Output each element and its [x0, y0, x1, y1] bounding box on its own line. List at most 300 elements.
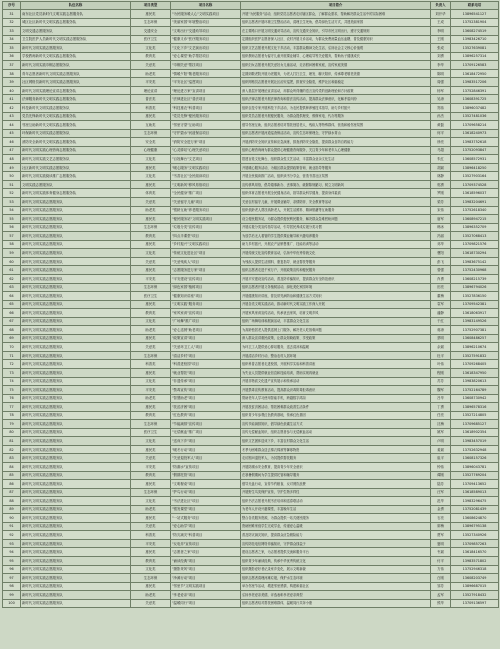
- cell-no: 82: [3, 445, 21, 454]
- table-row: [3, 206, 499, 215]
- table-row: [3, 69, 499, 78]
- cell-project: "党员先锋"便民服务项目: [171, 112, 241, 121]
- cell-leader: 潘静: [431, 309, 451, 318]
- cell-team: 新时代文明实践志愿服务队: [21, 411, 131, 420]
- cell-no: 90: [3, 514, 21, 523]
- cell-no: 35: [3, 44, 21, 53]
- table-row: [3, 582, 499, 591]
- cell-leader: 吕华: [431, 394, 451, 403]
- cell-intro: 开展家风家训宣传活动，传承优良家风，培育文明乡风: [241, 309, 431, 318]
- cell-phone: 13896043781: [451, 462, 499, 471]
- cell-intro: 帮助老年人学习使用智能手机，跨越数字鸿沟: [241, 394, 431, 403]
- cell-leader: 叶伟: [431, 360, 451, 369]
- cell-phone: 13618347950: [451, 368, 499, 377]
- cell-project: "志愿服务进万家"项目: [171, 266, 241, 275]
- cell-no: 73: [3, 368, 21, 377]
- table-row: [3, 78, 499, 87]
- cell-team: 新时代文明实践志愿服务队: [21, 514, 131, 523]
- cell-no: 92: [3, 531, 21, 540]
- cell-type: 惠民类: [131, 334, 171, 343]
- cell-leader: 马超: [431, 146, 451, 155]
- cell-intro: 组织青少年参观红色教育基地，传承红色基因: [241, 411, 431, 420]
- cell-team: 新时代文明实践志愿服务队: [21, 292, 131, 301]
- cell-project: "净滩行动"项目: [171, 574, 241, 583]
- cell-leader: 崔平: [431, 454, 451, 463]
- cell-project: "红色教育"项目: [171, 411, 241, 420]
- cell-team: 新时代文明实践志愿服务队: [21, 240, 131, 249]
- cell-type: 惠民类: [131, 215, 171, 224]
- cell-phone: 13608947215: [451, 215, 499, 224]
- cell-leader: 袁军: [431, 300, 451, 309]
- cell-project: "暖冬行动"项目: [171, 445, 241, 454]
- cell-no: 37: [3, 61, 21, 70]
- table-row: [3, 266, 499, 275]
- cell-team: 新时代文明实践志愿服务队: [21, 497, 131, 506]
- cell-no: 81: [3, 437, 21, 446]
- cell-leader: 孟军: [431, 591, 451, 600]
- cell-project: "平安建设"宣传项目: [171, 274, 241, 283]
- table-row: [3, 351, 499, 360]
- cell-phone: 13608157326: [451, 454, 499, 463]
- cell-project: "全民健身"推广项目: [171, 189, 241, 198]
- cell-phone: 13618589013: [451, 488, 499, 497]
- cell-leader: 贾军: [431, 531, 451, 540]
- cell-team: 新时代文明实践志愿服务队: [21, 266, 131, 275]
- header-leader: 负责人: [431, 2, 451, 10]
- cell-intro: 设立便民服务站，为群众提供便民利民服务，解决群众急难愁盼问题: [241, 215, 431, 224]
- cell-team: 新时代文明实践志愿服务队: [21, 368, 131, 377]
- cell-phone: 13752081439: [451, 505, 499, 514]
- cell-project: "理论进万家"宣讲项目: [171, 86, 241, 95]
- cell-team: 党员先锋新时代文明实践志愿服务队: [21, 112, 131, 121]
- cell-project: "消防安全进万家"项目: [171, 138, 241, 147]
- cell-team: 新时代文明实践志愿服务队: [21, 223, 131, 232]
- cell-no: 53: [3, 198, 21, 207]
- cell-leader: 董梅: [431, 292, 451, 301]
- volunteer-team-table: [2, 1, 499, 608]
- cell-leader: 陈明: [431, 69, 451, 78]
- cell-leader: 蔡明: [431, 334, 451, 343]
- cell-type: 惠民类: [131, 368, 171, 377]
- cell-phone: 13527836150: [451, 292, 499, 301]
- cell-team: 新时代文明实践志愿服务队: [21, 582, 131, 591]
- header-no: 序号: [3, 2, 21, 10]
- cell-project: "银发课堂"项目: [171, 505, 241, 514]
- cell-phone: 13983675142: [451, 257, 499, 266]
- cell-project: "无偿献血"推广项目: [171, 428, 241, 437]
- cell-leader: 邓华: [431, 240, 451, 249]
- cell-leader: 杨军: [431, 86, 451, 95]
- cell-leader: 卢明: [431, 437, 451, 446]
- cell-team: 新时代文明实践志愿服务队: [21, 557, 131, 566]
- cell-type: 文化类: [131, 172, 171, 181]
- cell-project: "情暖夕阳"敬老服务项目: [171, 69, 241, 78]
- cell-type: 生态环保: [131, 283, 171, 292]
- cell-no: 77: [3, 403, 21, 412]
- cell-leader: 蒋涛: [431, 326, 451, 335]
- cell-no: 57: [3, 232, 21, 241]
- cell-type: 交通安全: [131, 27, 171, 36]
- cell-project: "传统文化进社区"项目: [171, 249, 241, 258]
- table-row: [3, 505, 499, 514]
- cell-team: 新时代文明实践志愿服务队: [21, 480, 131, 489]
- cell-leader: 王成: [431, 18, 451, 27]
- cell-project: "清洁乡村"项目: [171, 351, 241, 360]
- cell-project: "一站式服务"项目: [171, 514, 241, 523]
- cell-intro: 组织摄影爱好者记录家乡变化，展示文明新貌: [241, 565, 431, 574]
- table-row: [3, 334, 499, 343]
- cell-phone: 13608624870: [451, 514, 499, 523]
- cell-leader: 周强: [431, 78, 451, 87]
- cell-type: 医疗卫生: [131, 428, 171, 437]
- cell-team: 文明实践志愿服务队: [21, 180, 131, 189]
- cell-phone: 13983752618: [451, 138, 499, 147]
- table-row: [3, 480, 499, 489]
- cell-leader: 郭勇: [431, 180, 451, 189]
- cell-type: 惠民类: [131, 445, 171, 454]
- table-row: [3, 471, 499, 480]
- cell-no: 85: [3, 471, 21, 480]
- cell-no: 31: [3, 10, 21, 19]
- cell-no: 76: [3, 394, 21, 403]
- cell-intro: 普及防灾减灾知识，提高群众应急避险能力: [241, 531, 431, 540]
- cell-phone: 13527068413: [451, 232, 499, 241]
- cell-no: 99: [3, 591, 21, 600]
- cell-phone: 13896418250: [451, 163, 499, 172]
- cell-intro: 宣传防范电信网络诈骗知识，守护群众钱袋子: [241, 539, 431, 548]
- table-row: [3, 249, 499, 258]
- cell-team: 法律服务新时代文明实践志愿服务队: [21, 95, 131, 104]
- cell-leader: 田亮: [431, 283, 451, 292]
- cell-no: 79: [3, 420, 21, 429]
- cell-type: 文化类: [131, 155, 171, 164]
- cell-no: 97: [3, 574, 21, 583]
- cell-project: "文明出行"交通劝导项目: [171, 27, 241, 36]
- cell-type: 科普类: [131, 104, 171, 113]
- cell-phone: 13527591832: [451, 351, 499, 360]
- cell-phone: 13709136597: [451, 599, 499, 608]
- table-row: [3, 138, 499, 147]
- cell-project: "广场舞"推广项目: [171, 317, 241, 326]
- cell-leader: 林静: [431, 172, 451, 181]
- cell-no: 36: [3, 52, 21, 61]
- cell-project: "爱心课堂"助学帮扶项目: [171, 52, 241, 61]
- cell-no: 42: [3, 104, 21, 113]
- cell-no: 84: [3, 462, 21, 471]
- table-row: [3, 27, 499, 36]
- table-row: [3, 488, 499, 497]
- cell-project: "科普进校园"项目: [171, 360, 241, 369]
- cell-project: "心灵驿站"心理关爱项目: [171, 146, 241, 155]
- cell-project: "守护碧水"河道保洁项目: [171, 129, 241, 138]
- cell-project: "非遗传承"项目: [171, 377, 241, 386]
- cell-leader: 胡斌: [431, 163, 451, 172]
- cell-no: 95: [3, 557, 21, 566]
- cell-intro: 为失业人员提供就业信息和技能培训，帮助实现再就业: [241, 368, 431, 377]
- cell-no: 66: [3, 309, 21, 318]
- cell-team: 新时代文明实践志愿服务队: [21, 283, 131, 292]
- cell-project: "美丽家园"环境整治项目: [171, 18, 241, 27]
- cell-phone: 13752907381: [451, 326, 499, 335]
- cell-leader: 李华: [431, 61, 451, 70]
- cell-no: 91: [3, 522, 21, 531]
- cell-project: "文明餐桌"项目: [171, 480, 241, 489]
- cell-no: 58: [3, 240, 21, 249]
- cell-project: "家风家训"宣传项目: [171, 309, 241, 318]
- cell-type: 教育类: [131, 52, 171, 61]
- cell-phone: 13527481036: [451, 112, 499, 121]
- cell-intro: 组织妇女志愿者开展关爱妇女儿童活动，走访慰问困难家庭，宣传家庭美德: [241, 61, 431, 70]
- cell-intro: 搭建百姓文化舞台，组织群众性文艺活动，丰富群众业余文化生活: [241, 155, 431, 164]
- cell-leader: 廖梅: [431, 522, 451, 531]
- cell-type: 安全类: [131, 138, 171, 147]
- cell-project: "节能减排"宣传项目: [171, 420, 241, 429]
- cell-intro: 组织网格员志愿者开展社区治安巡逻，排查安全隐患，维护社区和谐稳定: [241, 78, 431, 87]
- cell-type: 生态环保: [131, 488, 171, 497]
- cell-intro: 为老年人开设兴趣课堂，丰富晚年生活: [241, 505, 431, 514]
- cell-team: 新时代文明实践志愿服务队: [21, 206, 131, 215]
- cell-type: 生态环保: [131, 129, 171, 138]
- cell-team: 文明交通志愿服务队: [21, 27, 131, 36]
- cell-no: 94: [3, 548, 21, 557]
- cell-project: "巾帼关爱"帮扶项目: [171, 61, 241, 70]
- cell-no: 39: [3, 78, 21, 87]
- cell-intro: 组织法律志愿者开展法律咨询和普法宣传活动，提高群众法律意识，化解矛盾纠纷: [241, 95, 431, 104]
- cell-type: 惠民类: [131, 582, 171, 591]
- table-row: [3, 86, 499, 95]
- cell-phone: 13618416570: [451, 548, 499, 557]
- table-row: [3, 61, 499, 70]
- cell-type: 关爱类: [131, 61, 171, 70]
- cell-team: 新时代文明实践志愿服务队: [21, 300, 131, 309]
- table-row: [3, 215, 499, 224]
- table-row: [3, 514, 499, 523]
- cell-leader: 金勇: [431, 505, 451, 514]
- table-row: [3, 300, 499, 309]
- table-row: [3, 35, 499, 44]
- cell-type: 平安类: [131, 78, 171, 87]
- cell-type: 文化类: [131, 565, 171, 574]
- cell-intro: 关爱农村留守儿童，开展课业辅导、亲情陪伴、安全教育等活动: [241, 198, 431, 207]
- cell-intro: 组织文艺志愿者开展文化下乡活动，丰富群众精神文化生活，弘扬社会主义核心价值观: [241, 44, 431, 53]
- table-row: [3, 232, 499, 241]
- table-row: [3, 531, 499, 540]
- cell-type: 医疗卫生: [131, 35, 171, 44]
- cell-leader: 黄磊: [431, 121, 451, 130]
- cell-leader: 方伟: [431, 565, 451, 574]
- cell-no: 72: [3, 360, 21, 369]
- cell-project: "关爱残疾人"项目: [171, 257, 241, 266]
- cell-intro: 开展垃圾分类宣传指导活动，引导居民养成垃圾分类习惯: [241, 223, 431, 232]
- cell-intro: 在寒暑假期间为学生提供托管和辅导服务: [241, 471, 431, 480]
- table-row: [3, 198, 499, 207]
- cell-project: "智慧助老"项目: [171, 394, 241, 403]
- cell-type: 互助类: [131, 121, 171, 130]
- cell-team: 新时代文明实践文艺志愿服务队: [21, 155, 131, 164]
- cell-leader: 姚军: [431, 428, 451, 437]
- cell-leader: 吴涛: [431, 95, 451, 104]
- cell-phone: 13608730942: [451, 394, 499, 403]
- cell-project: "邻里节"文明实践项目: [171, 582, 241, 591]
- cell-type: 关爱类: [131, 454, 171, 463]
- cell-team: 新时代文明实践志愿服务队: [21, 471, 131, 480]
- cell-project: "志愿者之家"项目: [171, 548, 241, 557]
- cell-intro: 组织广场舞培训和展演活动，丰富群众文化生活: [241, 317, 431, 326]
- cell-no: 55: [3, 215, 21, 224]
- cell-no: 61: [3, 266, 21, 275]
- cell-intro: 组织志愿者清理河滩垃圾，保护水生态环境: [241, 574, 431, 583]
- cell-no: 46: [3, 138, 21, 147]
- table-row: [3, 112, 499, 121]
- cell-intro: 组织志愿者开展义务植树活动，绿化美化家园环境: [241, 283, 431, 292]
- table-row: [3, 274, 499, 283]
- cell-intro: 走访慰问退役军人，为其提供帮扶服务: [241, 454, 431, 463]
- cell-phone: 13618902354: [451, 428, 499, 437]
- cell-team: 新时代文明实践志愿服务队: [21, 386, 131, 395]
- cell-type: 理论宣讲: [131, 86, 171, 95]
- cell-type: 医疗卫生: [131, 292, 171, 301]
- cell-leader: 魏军: [431, 386, 451, 395]
- table-row: [3, 437, 499, 446]
- cell-type: 惠民类: [131, 403, 171, 412]
- header-type: 项目类型: [131, 2, 171, 10]
- cell-type: 生态环保: [131, 574, 171, 583]
- cell-intro: 组织科普志愿者走进校园，开展科学实验和科普讲座: [241, 360, 431, 369]
- cell-intro: 为环卫工人提供爱心驿站服务，送去清凉和温暖: [241, 343, 431, 352]
- cell-intro: 组织党员志愿者开展便民服务，为群众提供理发、维修家电、代办等服务: [241, 112, 431, 121]
- cell-project: "书法进社区"项目: [171, 497, 241, 506]
- cell-project: "爱心送餐"助老项目: [171, 326, 241, 335]
- cell-intro: 组织青少年诵读经典，传承中华优秀传统文化: [241, 557, 431, 566]
- table-row: [3, 155, 499, 164]
- cell-phone: 13527918432: [451, 591, 499, 600]
- cell-phone: 13983296475: [451, 497, 499, 506]
- cell-phone: 13608486257: [451, 334, 499, 343]
- table-row: [3, 52, 499, 61]
- cell-no: 96: [3, 565, 21, 574]
- cell-project: "防溺水"宣传项目: [171, 462, 241, 471]
- cell-phone: 13709126583: [451, 61, 499, 70]
- cell-phone: 13896210674: [451, 343, 499, 352]
- cell-intro: 宣传节能减排知识，倡导绿色低碳生活方式: [241, 420, 431, 429]
- table-row: [3, 44, 499, 53]
- cell-no: 83: [3, 454, 21, 463]
- cell-team: 新时代文明实践志愿服务队: [21, 394, 131, 403]
- cell-type: 关爱类: [131, 257, 171, 266]
- cell-no: 80: [3, 428, 21, 437]
- cell-no: 71: [3, 351, 21, 360]
- cell-team: 新时代文明实践志愿服务队: [21, 44, 131, 53]
- cell-no: 38: [3, 69, 21, 78]
- cell-phone: 13618596037: [451, 189, 499, 198]
- table-row: [3, 326, 499, 335]
- cell-team: 新时代文明实践体育健身志愿服务队: [21, 189, 131, 198]
- cell-type: 平安类: [131, 462, 171, 471]
- cell-team: 新时代文明实践志愿服务队: [21, 428, 131, 437]
- cell-leader: 肖勇: [431, 274, 451, 283]
- cell-no: 98: [3, 582, 21, 591]
- cell-no: 93: [3, 539, 21, 548]
- table-row: [3, 163, 499, 172]
- cell-phone: 13709857263: [451, 539, 499, 548]
- cell-phone: 13709413652: [451, 480, 499, 489]
- cell-no: 60: [3, 257, 21, 266]
- cell-leader: 唐军: [431, 215, 451, 224]
- cell-intro: 深入基层开展理论宣讲活动，用群众听得懂的语言宣传党的创新理论和方针政策: [241, 86, 431, 95]
- cell-type: 生态环保: [131, 18, 171, 27]
- cell-phone: 13983517206: [451, 78, 499, 87]
- cell-team: 科技新时代文明实践志愿服务队: [21, 104, 131, 113]
- cell-intro: 宣传移风易俗，倡导婚事新办、丧事简办，破除陈规陋习，树立文明新风: [241, 180, 431, 189]
- cell-team: 新时代文明实践志愿服务队: [21, 403, 131, 412]
- cell-type: 科普类: [131, 360, 171, 369]
- cell-project: "书香社区"全民阅读项目: [171, 172, 241, 181]
- cell-team: 新时代文明实践志愿服务队: [21, 505, 131, 514]
- cell-leader: 白刚: [431, 574, 451, 583]
- cell-intro: 组织志愿者结对帮扶困难群体，温暖同行共奔小康: [241, 599, 431, 608]
- cell-team: 社区网格员新时代文明实践志愿服务队: [21, 78, 131, 87]
- cell-team: 新时代文明实践志愿服务队: [21, 462, 131, 471]
- cell-no: 49: [3, 163, 21, 172]
- cell-type: 普法类: [131, 95, 171, 104]
- cell-project: "关爱退役军人"项目: [171, 454, 241, 463]
- cell-phone: 13896687015: [451, 582, 499, 591]
- cell-leader: 彭飞: [431, 257, 451, 266]
- cell-leader: 宋伟: [431, 206, 451, 215]
- cell-project: "假期托管"项目: [171, 471, 241, 480]
- cell-type: 平安类: [131, 386, 171, 395]
- cell-phone: 13752093847: [451, 146, 499, 155]
- cell-leader: 张成: [431, 44, 451, 53]
- cell-project: "文明新风"移风易俗项目: [171, 180, 241, 189]
- cell-intro: 冬季为困难群众送去棉衣棉被等御寒物资: [241, 445, 431, 454]
- cell-project: "文明实践"服务项目: [171, 300, 241, 309]
- table-row: [3, 95, 499, 104]
- table-row: [3, 180, 499, 189]
- cell-intro: 组织心理咨询师为群众提供心理健康咨询服务，关注青少年和老年人心理健康: [241, 146, 431, 155]
- cell-phone: 13983571802: [451, 557, 499, 566]
- cell-type: 文化类: [131, 377, 171, 386]
- cell-type: 文化类: [131, 497, 171, 506]
- cell-phone: 13608572931: [451, 155, 499, 164]
- cell-phone: 13709268405: [451, 360, 499, 369]
- cell-type: 惠民类: [131, 480, 171, 489]
- cell-no: 68: [3, 326, 21, 335]
- cell-intro: 组织农技专家开展科技下乡活动，为农民提供种养殖技术指导，助力乡村振兴: [241, 104, 431, 113]
- cell-type: 惠民类: [131, 548, 171, 557]
- table-row: [3, 462, 499, 471]
- cell-team: 邻里互助新时代文明实践志愿服务队: [21, 121, 131, 130]
- cell-type: 助老类: [131, 326, 171, 335]
- cell-type: 关爱类: [131, 343, 171, 352]
- cell-no: 75: [3, 386, 21, 395]
- cell-team: 新时代文明实践志愿服务队: [21, 351, 131, 360]
- cell-phone: 13896578316: [451, 403, 499, 412]
- cell-leader: 于红: [431, 317, 451, 326]
- cell-team: 青年志愿者新时代文明实践志愿服务队: [21, 69, 131, 78]
- cell-phone: 13752164789: [451, 386, 499, 395]
- cell-intro: 定期组织医护志愿者深入社区、农村开展义诊活动，为群众免费测量血压血糖，普及健康知识: [241, 35, 431, 44]
- table-row: [3, 121, 499, 130]
- cell-intro: 为残疾人提供生活照料、康复指导、就业帮扶等服务: [241, 257, 431, 266]
- table-row: [3, 557, 499, 566]
- cell-type: 助老类: [131, 505, 171, 514]
- table-row: [3, 591, 499, 600]
- cell-no: 51: [3, 180, 21, 189]
- cell-phone: 13709658214: [451, 121, 499, 130]
- cell-phone: 13527214805: [451, 411, 499, 420]
- cell-intro: 弘扬孝老爱亲美德，评选表彰孝老爱亲典型: [241, 591, 431, 600]
